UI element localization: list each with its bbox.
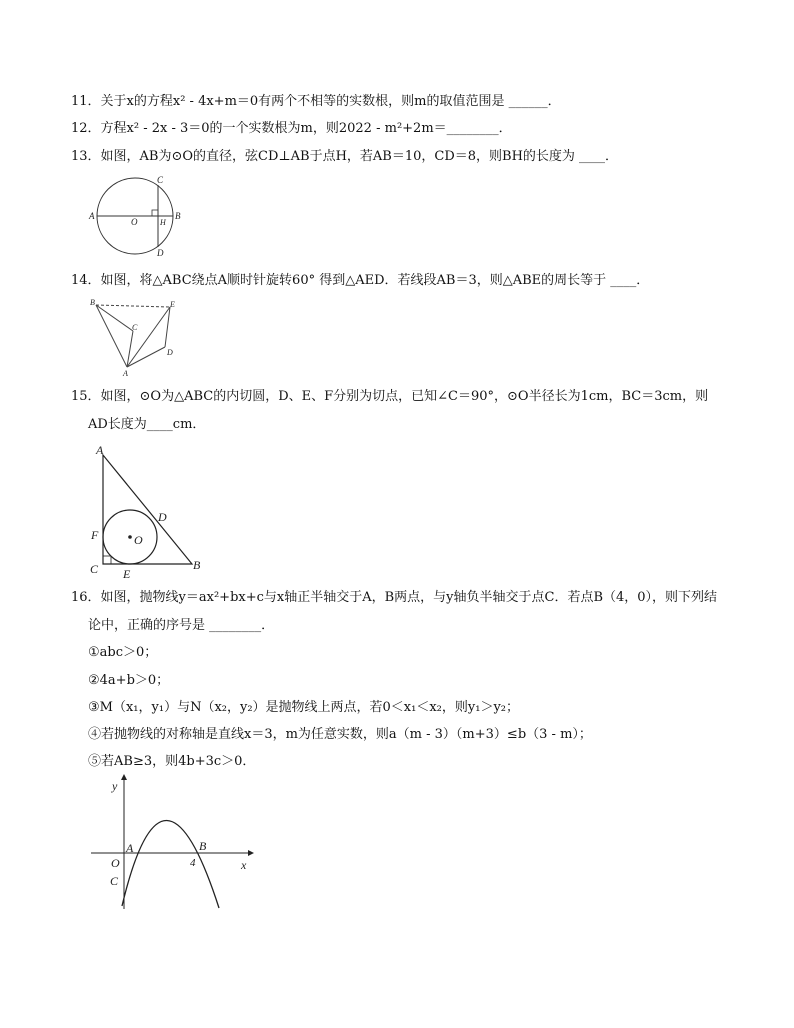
label-O: O — [111, 856, 120, 870]
question-12: 12．方程x² - 2x - 3＝0的一个实数根为m，则2022 - m²+2m＝________． — [71, 121, 512, 136]
label-B: B — [175, 211, 181, 221]
question-14: 14．如图，将△ABC绕点A顺时针旋转60° 得到△AED．若线段AB＝3，则△ABE的周长等于 ____． — [71, 273, 650, 288]
figure-13-circle — [88, 172, 188, 262]
question-16-option-4: ④若抛物线的对称轴是直线x＝3，m为任意实数，则a（m - 3）（m+3）≤b（3 - m）； — [88, 727, 592, 742]
label-D: D — [157, 248, 164, 258]
figure-16-parabola — [88, 772, 258, 912]
label-C: C — [132, 323, 138, 332]
label-F: F — [91, 528, 99, 542]
question-16-option-1: ①abc＞0； — [88, 645, 158, 660]
question-16-line-1: 16．如图，抛物线y＝ax²+bx+c与x轴正半轴交于A，B两点，与y轴负半轴交于点C．若点B（4，0），则下列结 — [71, 590, 718, 605]
question-16-option-5: ⑤若AB≥3，则4b+3c＞0． — [88, 754, 256, 769]
label-D: D — [158, 510, 167, 524]
label-A: A — [123, 369, 128, 378]
label-B: B — [199, 839, 207, 853]
label-E: E — [170, 300, 175, 309]
label-O: O — [131, 217, 138, 227]
figure-15-incircle — [86, 440, 212, 580]
question-15-line-2: AD长度为____cm． — [88, 417, 206, 432]
label-y: y — [112, 779, 118, 793]
label-O: O — [134, 533, 143, 547]
label-x: x — [241, 858, 247, 872]
label-A: A — [96, 443, 104, 457]
label-A: A — [89, 211, 95, 221]
tick-label-4: 4 — [190, 857, 196, 869]
question-16-line-2: 论中，正确的序号是 ________． — [88, 618, 275, 633]
label-C: C — [110, 874, 119, 888]
question-13: 13．如图，AB为⊙O的直径，弦CD⊥AB于点H，若AB＝10，CD＝8，则BH的长度为 ____． — [71, 149, 619, 164]
label-C: C — [157, 175, 164, 185]
label-C: C — [90, 562, 99, 576]
label-A: A — [126, 841, 134, 855]
figure-14-rotation — [86, 296, 186, 378]
label-B: B — [193, 558, 201, 572]
question-16-option-3: ③M（x₁，y₁）与N（x₂，y₂）是抛物线上两点，若0＜x₁＜x₂，则y₁＞y₂； — [88, 700, 520, 715]
question-11: 11．关于x的方程x² - 4x+m＝0有两个不相等的实数根，则m的取值范围是 ______． — [71, 94, 561, 109]
question-15-line-1: 15．如图，⊙O为△ABC的内切圆，D、E、F分别为切点，已知∠C＝90°，⊙O半径长为1cm，BC＝3cm，则 — [71, 389, 709, 404]
label-B: B — [90, 298, 95, 307]
label-E: E — [123, 567, 131, 580]
label-H: H — [160, 218, 166, 227]
label-D: D — [167, 348, 173, 357]
question-16-option-2: ②4a+b＞0； — [88, 673, 170, 688]
